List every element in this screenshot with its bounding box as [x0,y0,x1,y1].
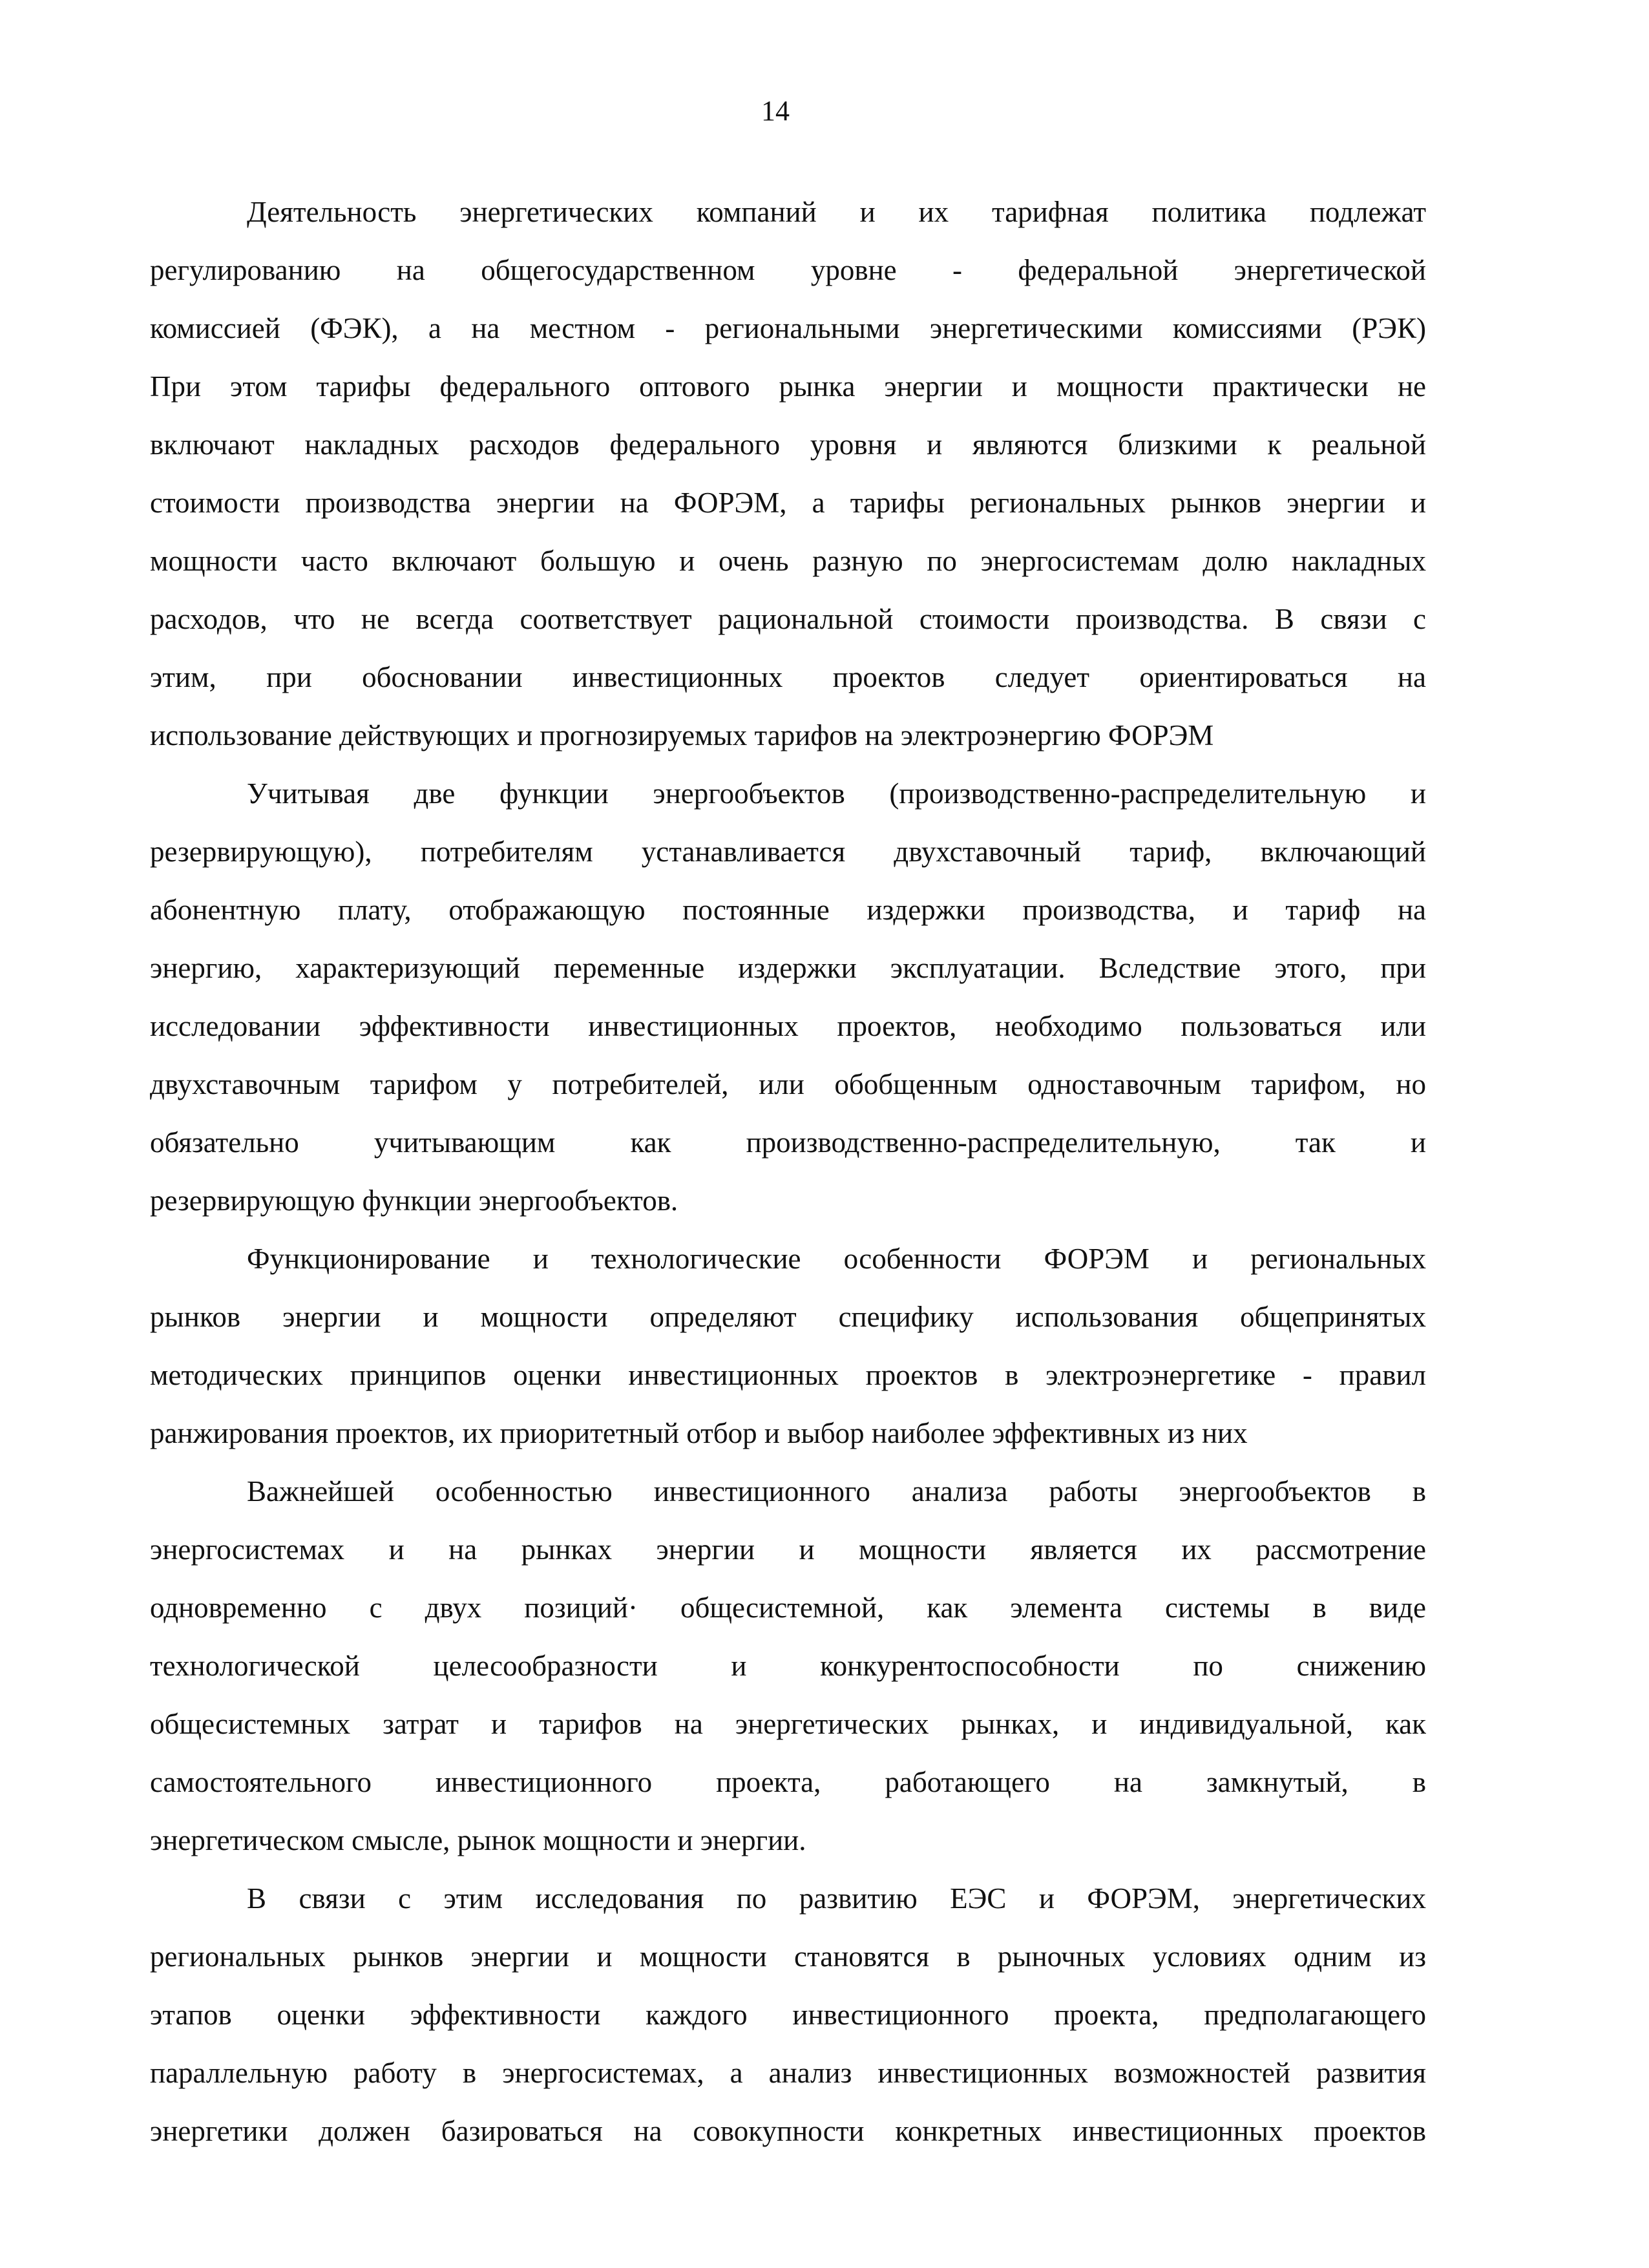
text-line: обязательно учитывающим как производственно-распределительную, так и [150,1126,1426,1159]
text-line: общесистемных затрат и тарифов на энергетических рынках, и индивидуальной, как [150,1708,1426,1740]
text-line: самостоятельного инвестиционного проекта, работающего на замкнутый, в [150,1766,1426,1798]
text-line: двухставочным тарифом у потребителей, или обобщенным одноставочным тарифом, но [150,1068,1426,1100]
text-line: мощности часто включают большую и очень разную по энергосистемам долю накладных [150,545,1426,577]
text-line: резервирующую), потребителям устанавливается двухставочный тариф, включающий [150,835,1426,868]
page-number: 14 [761,95,790,127]
text-line: параллельную работу в энергосистемах, а анализ инвестиционных возможностей развития [150,2057,1426,2089]
body-text [150,183,1426,2160]
text-line: энергию, характеризующий переменные издержки эксплуатации. Вследствие этого, при [150,952,1426,984]
text-line: включают накладных расходов федерального уровня и являются близкими к реальной [150,428,1426,461]
text-line: энергосистемах и на рынках энергии и мощности является их рассмотрение [150,1533,1426,1566]
text-line: При этом тарифы федерального оптового рынка энергии и мощности практически не [150,370,1426,403]
text-line: расходов, что не всегда соответствует рациональной стоимости производства. В связи с [150,603,1426,635]
text-line: стоимости производства энергии на ФОРЭМ, а тарифы региональных рынков энергии и [150,487,1426,519]
text-line: энергетики должен базироваться на совокупности конкретных инвестиционных проектов [150,2115,1426,2147]
text-line: исследовании эффективности инвестиционных проектов, необходимо пользоваться или [150,1010,1426,1042]
text-line: региональных рынков энергии и мощности становятся в рыночных условиях одним из [150,1940,1426,1973]
text-line: резервирующую функции энергообъектов. [150,1184,678,1217]
text-line: регулированию на общегосударственном уровне - федеральной энергетической [150,254,1426,286]
text-line: абонентную плату, отображающую постоянные издержки производства, и тариф на [150,894,1426,926]
text-line: Функционирование и технологические особенности ФОРЭМ и региональных [247,1243,1426,1275]
text-line: этим, при обосновании инвестиционных проектов следует ориентироваться на [150,661,1426,693]
text-line: Деятельность энергетических компаний и их тарифная политика подлежат [247,196,1426,228]
text-line: использование действующих и прогнозируемых тарифов на электроэнергию ФОРЭМ [150,719,1214,751]
text-line: В связи с этим исследования по развитию ЕЭС и ФОРЭМ, энергетических [247,1882,1426,1915]
text-line: комиссией (ФЭК), а на местном - региональными энергетическими комиссиями (РЭК) [150,312,1426,344]
text-line: рынков энергии и мощности определяют специфику использования общепринятых [150,1301,1426,1333]
text-line: одновременно с двух позиций· общесистемной, как элемента системы в виде [150,1591,1426,1624]
text-line: энергетическом смысле, рынок мощности и энергии. [150,1824,806,1856]
text-line: Учитывая две функции энергообъектов (производственно-распределительную и [247,777,1426,810]
text-line: этапов оценки эффективности каждого инвестиционного проекта, предполагающего [150,1999,1426,2031]
text-line: ранжирования проектов, их приоритетный отбор и выбор наиболее эффективных из них [150,1417,1248,1449]
text-line: технологической целесообразности и конкурентоспособности по снижению [150,1650,1426,1682]
text-line: Важнейшей особенностью инвестиционного анализа работы энергообъектов в [247,1475,1426,1507]
text-line: методических принципов оценки инвестиционных проектов в электроэнергетике - правил [150,1359,1426,1391]
